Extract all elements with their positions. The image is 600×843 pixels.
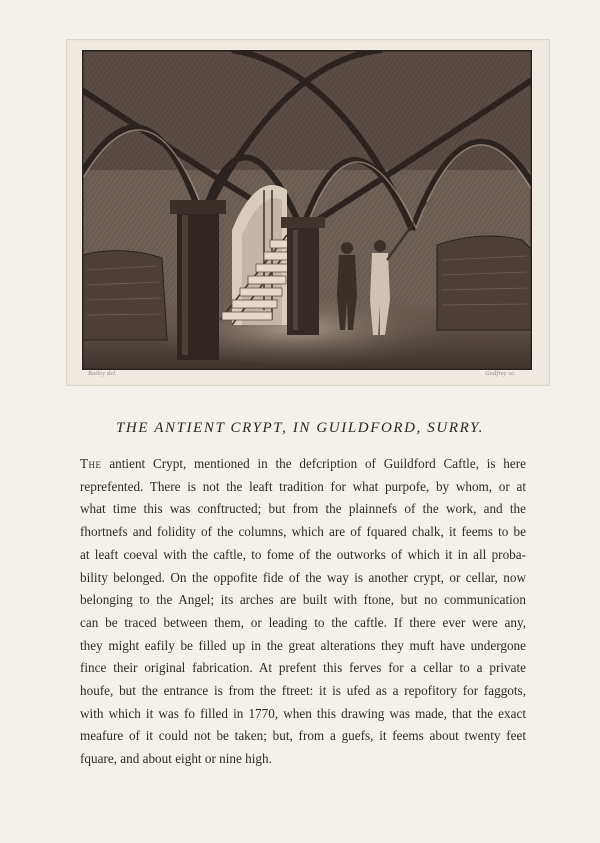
body-line: what time this was conftructed; but from the plainnefs of the work, and the (80, 501, 526, 517)
body-line: fquare, and about eight or nine high. (80, 751, 272, 767)
body-line: fhortnefs and folidity of the columns, which are of fquared chalk, it feems to be (80, 524, 526, 540)
body-line: houfe, but the entrance is from the ftreet: it is ufed as a repofitory for faggots, (80, 683, 526, 699)
body-line: The antient Crypt, mentioned in the defcription of Guildford Caftle, is here (80, 456, 526, 471)
body-line: bility belonged. On the oppofite fide of the way is another crypt, or cellar, now (80, 569, 526, 585)
body-paragraph (80, 453, 526, 771)
engraving-credit-artist: Bailey del. (88, 371, 117, 377)
body-line: can be traced between them, or leading to the caftle. If there ever were any, (80, 614, 526, 630)
body-line: they might eafily be filled up in the great alterations they muft have undergone (80, 637, 526, 653)
body-line: fince their original fabrication. At prefent this ferves for a cellar to a private (80, 660, 526, 676)
engraving-credit-engraver: Godfrey sc. (485, 371, 516, 377)
body-line: reprefented. There is not the leaft tradition for what purpofe, by whom, or at (80, 478, 526, 494)
body-line: meafure of it could not be taken; but, from a guefs, it feems about twenty feet (80, 728, 526, 744)
body-line: with which it was fo filled in 1770, when this drawing was made, that the exact (80, 705, 526, 721)
crypt-engraving (82, 50, 532, 370)
body-line: belonging to the Angel; its arches are built with ftone, but no communication (80, 592, 526, 608)
body-line: at leaft coeval with the caftle, to fome of the outworks of which it in all proba- (80, 546, 526, 562)
page-title: THE ANTIENT CRYPT, IN GUILDFORD, SURRY. (115, 420, 485, 436)
drop-word: The (80, 456, 102, 471)
